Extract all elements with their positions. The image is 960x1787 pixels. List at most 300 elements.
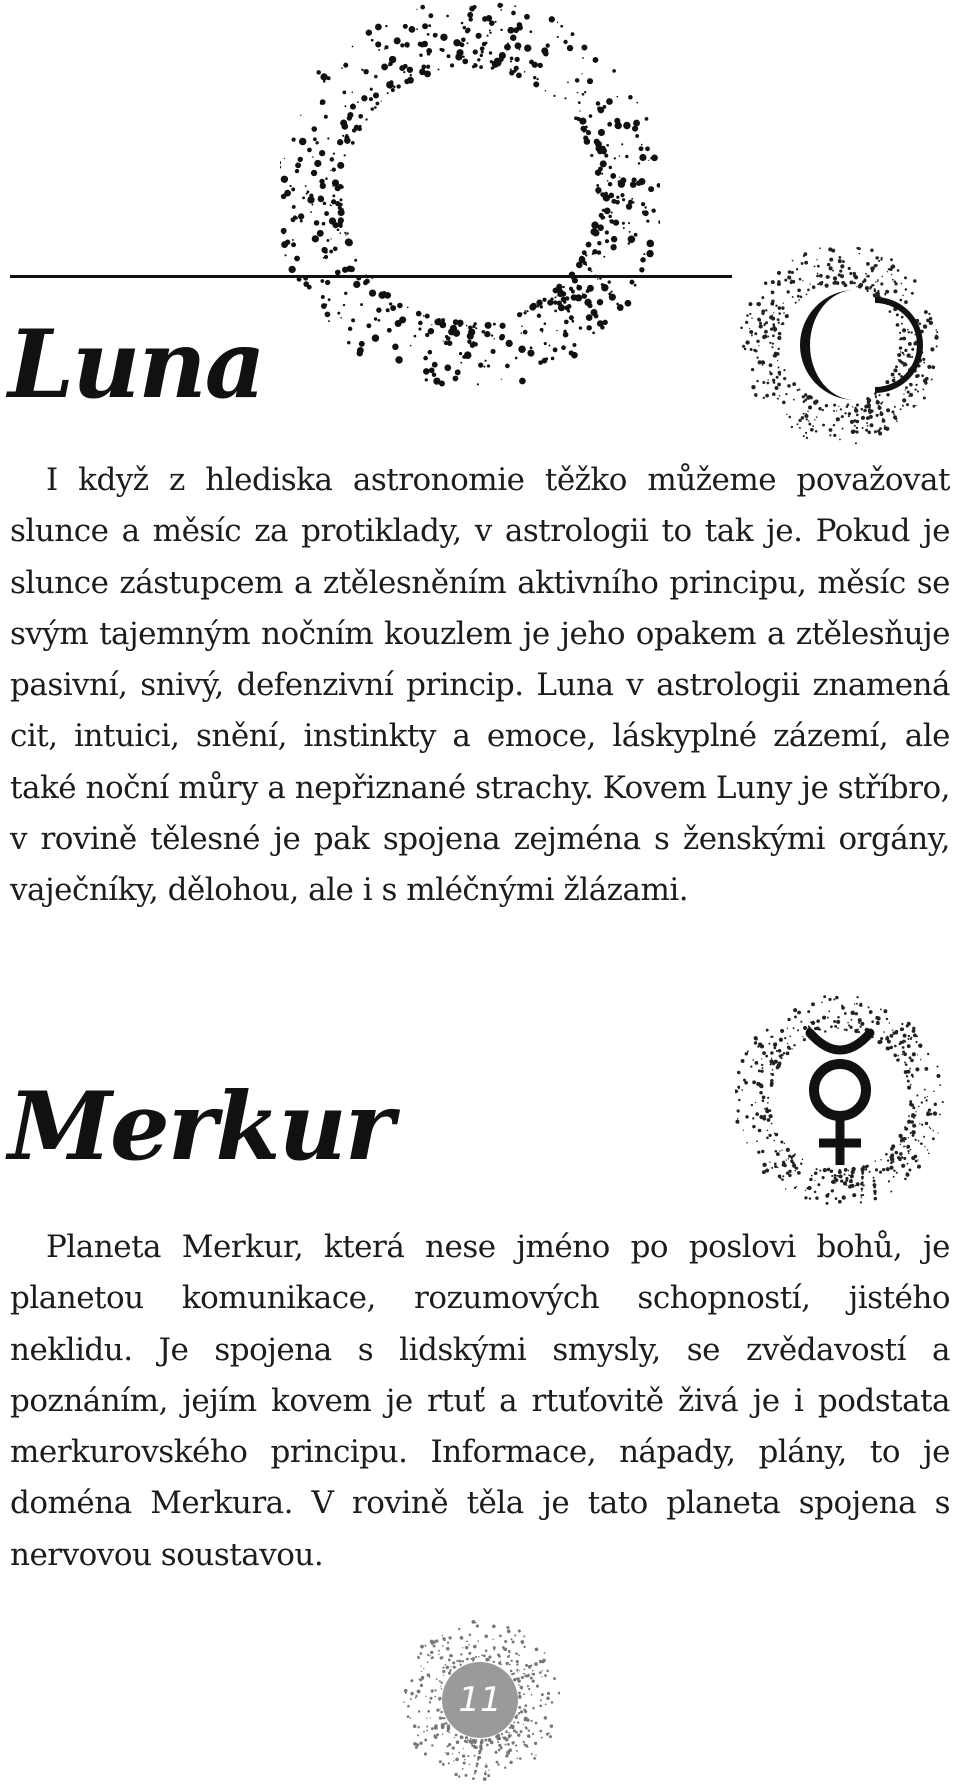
speckle-dot xyxy=(381,64,388,71)
speckle-dot xyxy=(481,330,485,334)
speckle-dot xyxy=(836,410,837,411)
speckle-dot xyxy=(303,281,309,287)
speckle-dot xyxy=(591,271,593,273)
speckle-dot xyxy=(851,1019,853,1021)
speckle-dot xyxy=(907,1038,909,1040)
speckle-dot xyxy=(628,200,633,205)
speckle-dot xyxy=(860,1022,864,1026)
speckle-dot xyxy=(404,79,409,84)
speckle-dot xyxy=(523,1693,525,1695)
speckle-dot xyxy=(462,56,464,58)
speckle-dot xyxy=(510,1660,512,1662)
speckle-dot xyxy=(888,268,890,270)
speckle-dot xyxy=(782,1175,784,1177)
speckle-dot xyxy=(466,325,468,327)
speckle-dot xyxy=(770,1051,773,1054)
speckle-dot xyxy=(799,278,802,281)
speckle-dot xyxy=(485,1765,488,1768)
speckle-dot xyxy=(497,1741,499,1743)
speckle-dot xyxy=(779,1038,783,1042)
speckle-dot xyxy=(499,52,506,59)
speckle-dot xyxy=(509,1734,512,1737)
speckle-dot xyxy=(535,1648,539,1652)
speckle-dot xyxy=(772,342,774,344)
speckle-dot xyxy=(545,1703,547,1705)
speckle-dot xyxy=(361,95,367,101)
speckle-dot xyxy=(785,1188,786,1189)
speckle-dot xyxy=(425,333,429,337)
speckle-dot xyxy=(856,1182,860,1186)
speckle-dot xyxy=(394,37,401,44)
speckle-dot xyxy=(905,386,908,389)
speckle-dot xyxy=(582,57,584,59)
speckle-dot xyxy=(365,118,367,120)
speckle-dot xyxy=(617,304,624,311)
speckle-dot xyxy=(466,1658,469,1661)
speckle-dot xyxy=(777,271,781,275)
speckle-dot xyxy=(539,1704,542,1707)
speckle-dot xyxy=(876,292,880,296)
speckle-dot xyxy=(314,220,320,226)
speckle-dot xyxy=(905,288,907,290)
speckle-dot xyxy=(929,1126,930,1127)
speckle-dot xyxy=(778,322,780,324)
speckle-dot xyxy=(816,416,818,418)
speckle-dot xyxy=(490,60,493,63)
speckle-dot xyxy=(783,1052,785,1054)
speckle-dot xyxy=(752,1117,754,1119)
speckle-dot xyxy=(430,1640,434,1644)
speckle-dot xyxy=(815,1196,818,1199)
speckle-dot xyxy=(583,128,587,132)
speckle-dot xyxy=(530,346,533,349)
speckle-dot xyxy=(486,15,492,21)
speckle-dot xyxy=(899,346,902,349)
speckle-dot xyxy=(508,1650,510,1652)
speckle-dot xyxy=(893,413,895,415)
speckle-dot xyxy=(904,1061,906,1063)
speckle-dot xyxy=(422,1645,423,1646)
speckle-dot xyxy=(328,320,330,322)
speckle-dot xyxy=(458,1752,460,1754)
speckle-dot xyxy=(621,143,623,145)
speckle-dot xyxy=(507,1743,510,1746)
speckle-dot xyxy=(378,49,380,51)
speckle-dot xyxy=(428,13,433,18)
speckle-dot xyxy=(446,1666,449,1669)
speckle-dot xyxy=(768,336,770,338)
speckle-dot xyxy=(546,1670,549,1673)
speckle-dot xyxy=(912,1124,916,1128)
speckle-dot xyxy=(444,364,451,371)
speckle-dot xyxy=(842,428,844,430)
speckle-dot xyxy=(628,222,630,224)
speckle-dot xyxy=(284,190,291,197)
speckle-dot xyxy=(342,91,346,95)
speckle-dot xyxy=(777,318,780,321)
speckle-dot xyxy=(480,54,483,57)
speckle-dot xyxy=(902,352,904,354)
speckle-dot xyxy=(434,1689,436,1691)
speckle-dot xyxy=(871,1020,874,1023)
speckle-dot xyxy=(597,299,603,305)
speckle-dot xyxy=(485,322,492,329)
speckle-dot xyxy=(900,1144,901,1145)
speckle-dot xyxy=(453,376,459,382)
speckle-dot xyxy=(633,120,640,127)
speckle-dot xyxy=(426,1730,428,1732)
speckle-dot xyxy=(797,295,800,298)
speckle-dot xyxy=(829,428,833,432)
speckle-dot xyxy=(762,1051,766,1055)
speckle-dot xyxy=(467,333,474,340)
speckle-dot xyxy=(474,1755,476,1757)
speckle-dot xyxy=(875,431,877,433)
speckle-dot xyxy=(842,260,845,263)
speckle-dot xyxy=(787,1028,788,1029)
speckle-dot xyxy=(911,331,913,333)
speckle-dot xyxy=(298,213,304,219)
speckle-dot xyxy=(817,265,820,268)
speckle-dot xyxy=(796,423,798,425)
speckle-dot xyxy=(886,408,890,412)
speckle-dot xyxy=(389,302,392,305)
speckle-dot xyxy=(539,1660,542,1663)
speckle-dot xyxy=(852,1184,855,1187)
speckle-dot xyxy=(487,332,491,336)
speckle-dot xyxy=(924,1097,926,1099)
speckle-dot xyxy=(800,296,803,299)
speckle-dot xyxy=(910,1103,914,1107)
speckle-dot xyxy=(877,406,881,410)
speckle-dot xyxy=(340,119,347,126)
speckle-dot xyxy=(498,1737,501,1740)
speckle-dot xyxy=(360,303,363,306)
speckle-dot xyxy=(390,305,396,311)
speckle-dot xyxy=(848,1170,850,1172)
speckle-dot xyxy=(549,16,555,22)
speckle-dot xyxy=(834,1025,837,1028)
speckle-dot xyxy=(792,260,794,262)
speckle-dot xyxy=(460,1636,464,1640)
speckle-dot xyxy=(500,4,503,7)
speckle-dot xyxy=(389,56,396,63)
speckle-dot xyxy=(429,1702,430,1703)
speckle-dot xyxy=(608,280,611,283)
speckle-dot xyxy=(329,217,336,224)
speckle-dot xyxy=(492,1639,493,1640)
speckle-dot xyxy=(903,1140,905,1142)
speckle-dot xyxy=(527,1685,529,1687)
speckle-dot xyxy=(543,1659,546,1662)
speckle-dot xyxy=(472,1660,474,1662)
speckle-dot xyxy=(772,1061,775,1064)
speckle-dot xyxy=(894,1055,896,1057)
speckle-dot xyxy=(631,198,633,200)
speckle-dot xyxy=(777,360,778,361)
speckle-dot xyxy=(470,1738,472,1740)
speckle-dot xyxy=(305,185,307,187)
speckle-dot xyxy=(541,1693,544,1696)
crescent-moon-icon xyxy=(735,245,945,445)
speckle-dot xyxy=(923,324,927,328)
speckle-dot xyxy=(535,1722,538,1725)
speckle-dot xyxy=(478,363,483,368)
speckle-dot xyxy=(770,1063,772,1065)
speckle-dot xyxy=(641,144,643,146)
speckle-dot xyxy=(371,107,374,110)
speckle-dot xyxy=(541,47,548,54)
speckle-dot xyxy=(327,137,329,139)
speckle-dot xyxy=(911,1130,915,1134)
speckle-dot xyxy=(923,397,926,400)
speckle-dot xyxy=(752,1125,755,1128)
speckle-dot xyxy=(845,1029,848,1032)
speckle-dot xyxy=(645,117,649,121)
speckle-dot xyxy=(363,69,368,74)
speckle-dot xyxy=(870,249,873,252)
speckle-dot xyxy=(544,342,547,345)
speckle-dot xyxy=(625,155,628,158)
speckle-dot xyxy=(431,1744,433,1746)
speckle-dot xyxy=(881,257,883,259)
speckle-dot xyxy=(762,364,763,365)
speckle-dot xyxy=(832,1170,833,1171)
speckle-dot xyxy=(869,1010,873,1014)
speckle-dot xyxy=(291,242,296,247)
speckle-dot xyxy=(794,1187,796,1189)
speckle-dot xyxy=(410,345,412,347)
speckle-dot xyxy=(446,15,449,18)
speckle-dot xyxy=(447,54,451,58)
speckle-dot xyxy=(410,1717,411,1718)
speckle-dot xyxy=(369,97,373,101)
speckle-dot xyxy=(771,346,773,348)
speckle-dot xyxy=(598,167,603,172)
speckle-dot xyxy=(500,1656,501,1657)
speckle-dot xyxy=(922,358,925,361)
speckle-dot xyxy=(831,1181,833,1183)
speckle-dot xyxy=(909,1056,912,1059)
speckle-dot xyxy=(453,329,460,336)
speckle-dot xyxy=(870,423,874,427)
speckle-dot xyxy=(458,1775,460,1777)
speckle-dot xyxy=(370,88,373,91)
speckle-dot xyxy=(605,230,609,234)
speckle-dot xyxy=(771,291,775,295)
speckle-dot xyxy=(744,348,747,351)
speckle-dot xyxy=(351,106,353,108)
speckle-dot xyxy=(464,1759,466,1761)
speckle-dot xyxy=(865,286,869,290)
speckle-dot xyxy=(643,210,649,216)
speckle-dot xyxy=(840,264,844,268)
speckle-dot xyxy=(523,1673,525,1675)
speckle-dot xyxy=(340,317,342,319)
speckle-dot xyxy=(454,1737,455,1738)
speckle-dot xyxy=(541,1676,542,1677)
speckle-dot xyxy=(295,162,301,168)
speckle-dot xyxy=(525,1718,527,1720)
speckle-dot xyxy=(310,211,312,213)
speckle-dot xyxy=(778,332,782,336)
speckle-dot xyxy=(645,146,650,151)
speckle-dot xyxy=(387,92,389,94)
speckle-dot xyxy=(553,347,558,352)
speckle-dot xyxy=(607,122,612,127)
speckle-dot xyxy=(526,1717,527,1718)
speckle-dot xyxy=(903,354,905,356)
speckle-dot xyxy=(762,1163,766,1167)
speckle-dot xyxy=(808,420,810,422)
speckle-dot xyxy=(509,1664,511,1666)
speckle-dot xyxy=(546,43,550,47)
speckle-dot xyxy=(557,36,559,38)
speckle-dot xyxy=(512,1640,515,1643)
speckle-dot xyxy=(875,1016,879,1020)
speckle-dot xyxy=(861,1190,863,1192)
speckle-dot xyxy=(886,393,889,396)
speckle-dot xyxy=(480,46,485,51)
speckle-dot xyxy=(438,69,440,71)
speckle-dot xyxy=(575,78,580,83)
speckle-dot xyxy=(564,97,566,99)
speckle-dot xyxy=(395,356,403,364)
speckle-dot xyxy=(816,403,817,404)
speckle-dot xyxy=(899,1134,901,1136)
speckle-dot xyxy=(521,326,523,328)
speckle-dot xyxy=(777,348,779,350)
speckle-dot xyxy=(505,1743,507,1745)
speckle-dot xyxy=(752,1080,756,1084)
speckle-dot xyxy=(531,1720,533,1722)
speckle-dot xyxy=(826,1202,829,1205)
speckle-dot xyxy=(467,42,469,44)
speckle-dot xyxy=(374,317,377,320)
speckle-dot xyxy=(468,326,472,330)
speckle-dot xyxy=(835,996,838,999)
speckle-dot xyxy=(433,1645,436,1648)
speckle-dot xyxy=(518,1629,521,1632)
speckle-dot xyxy=(524,44,531,51)
speckle-dot xyxy=(893,415,897,419)
speckle-dot xyxy=(737,1071,741,1075)
speckle-dot xyxy=(882,419,886,423)
speckle-dot xyxy=(477,1640,479,1642)
speckle-dot xyxy=(553,95,555,97)
speckle-dot xyxy=(407,1715,410,1718)
speckle-dot xyxy=(480,1742,483,1745)
speckle-dot xyxy=(493,1646,496,1649)
speckle-dot xyxy=(510,60,512,62)
speckle-dot xyxy=(438,318,441,321)
speckle-dot xyxy=(440,34,447,41)
speckle-dot xyxy=(505,364,510,369)
speckle-dot xyxy=(592,332,595,335)
speckle-dot xyxy=(448,1732,450,1734)
speckle-dot xyxy=(323,257,325,259)
speckle-dot xyxy=(917,1165,921,1169)
speckle-dot xyxy=(779,1150,780,1151)
speckle-dot xyxy=(914,1114,916,1116)
speckle-dot xyxy=(504,44,511,51)
speckle-dot xyxy=(357,127,362,132)
speckle-dot xyxy=(776,1066,780,1070)
speckle-dot xyxy=(922,388,924,390)
speckle-dot xyxy=(912,1052,916,1056)
speckle-dot xyxy=(418,42,423,47)
speckle-dot xyxy=(526,310,528,312)
speckle-dot xyxy=(776,1050,778,1052)
speckle-dot xyxy=(549,1735,552,1738)
speckle-dot xyxy=(500,334,505,339)
speckle-dot xyxy=(466,28,471,33)
speckle-dot xyxy=(822,424,825,427)
speckle-dot xyxy=(893,1170,895,1172)
speckle-dot xyxy=(813,401,815,403)
speckle-dot xyxy=(488,1769,489,1770)
speckle-dot xyxy=(827,1017,829,1019)
speckle-dot xyxy=(902,398,906,402)
speckle-dot xyxy=(314,160,321,167)
speckle-dot xyxy=(477,383,479,385)
speckle-dot xyxy=(777,1166,779,1168)
speckle-dot xyxy=(785,314,789,318)
speckle-dot xyxy=(771,1123,773,1125)
speckle-dot xyxy=(930,1128,932,1130)
speckle-dot xyxy=(531,1694,533,1696)
speckle-dot xyxy=(898,373,901,376)
speckle-dot xyxy=(811,1021,815,1025)
speckle-dot xyxy=(791,426,793,428)
speckle-dot xyxy=(902,1040,905,1043)
speckle-dot xyxy=(756,380,758,382)
speckle-dot xyxy=(912,1029,916,1033)
speckle-dot xyxy=(410,1679,413,1682)
speckle-dot xyxy=(871,267,874,270)
speckle-dot xyxy=(321,247,327,253)
speckle-dot xyxy=(771,1167,773,1169)
speckle-dot xyxy=(547,299,553,305)
speckle-dot xyxy=(474,1742,476,1744)
speckle-dot xyxy=(459,352,462,355)
speckle-dot xyxy=(860,1194,862,1196)
speckle-dot xyxy=(476,33,482,39)
speckle-dot xyxy=(419,54,422,57)
speckle-dot xyxy=(900,408,902,410)
speckle-dot xyxy=(632,177,637,182)
speckle-dot xyxy=(784,279,787,282)
speckle-dot xyxy=(410,1692,413,1695)
speckle-dot xyxy=(793,1008,797,1012)
speckle-dot xyxy=(373,92,379,98)
speckle-dot xyxy=(446,336,451,341)
speckle-dot xyxy=(483,366,485,368)
page-number: 11 xyxy=(458,1680,502,1720)
speckle-dot xyxy=(318,195,323,200)
speckle-dot xyxy=(312,235,319,242)
speckle-dot xyxy=(924,310,928,314)
speckle-dot xyxy=(403,24,408,29)
speckle-dot xyxy=(634,184,636,186)
speckle-dot xyxy=(797,1029,799,1031)
speckle-dot xyxy=(778,312,781,315)
speckle-dot xyxy=(462,1647,463,1648)
speckle-dot xyxy=(772,328,774,330)
speckle-dot xyxy=(476,1624,479,1627)
speckle-dot xyxy=(942,1101,944,1103)
speckle-dot xyxy=(917,1054,918,1055)
